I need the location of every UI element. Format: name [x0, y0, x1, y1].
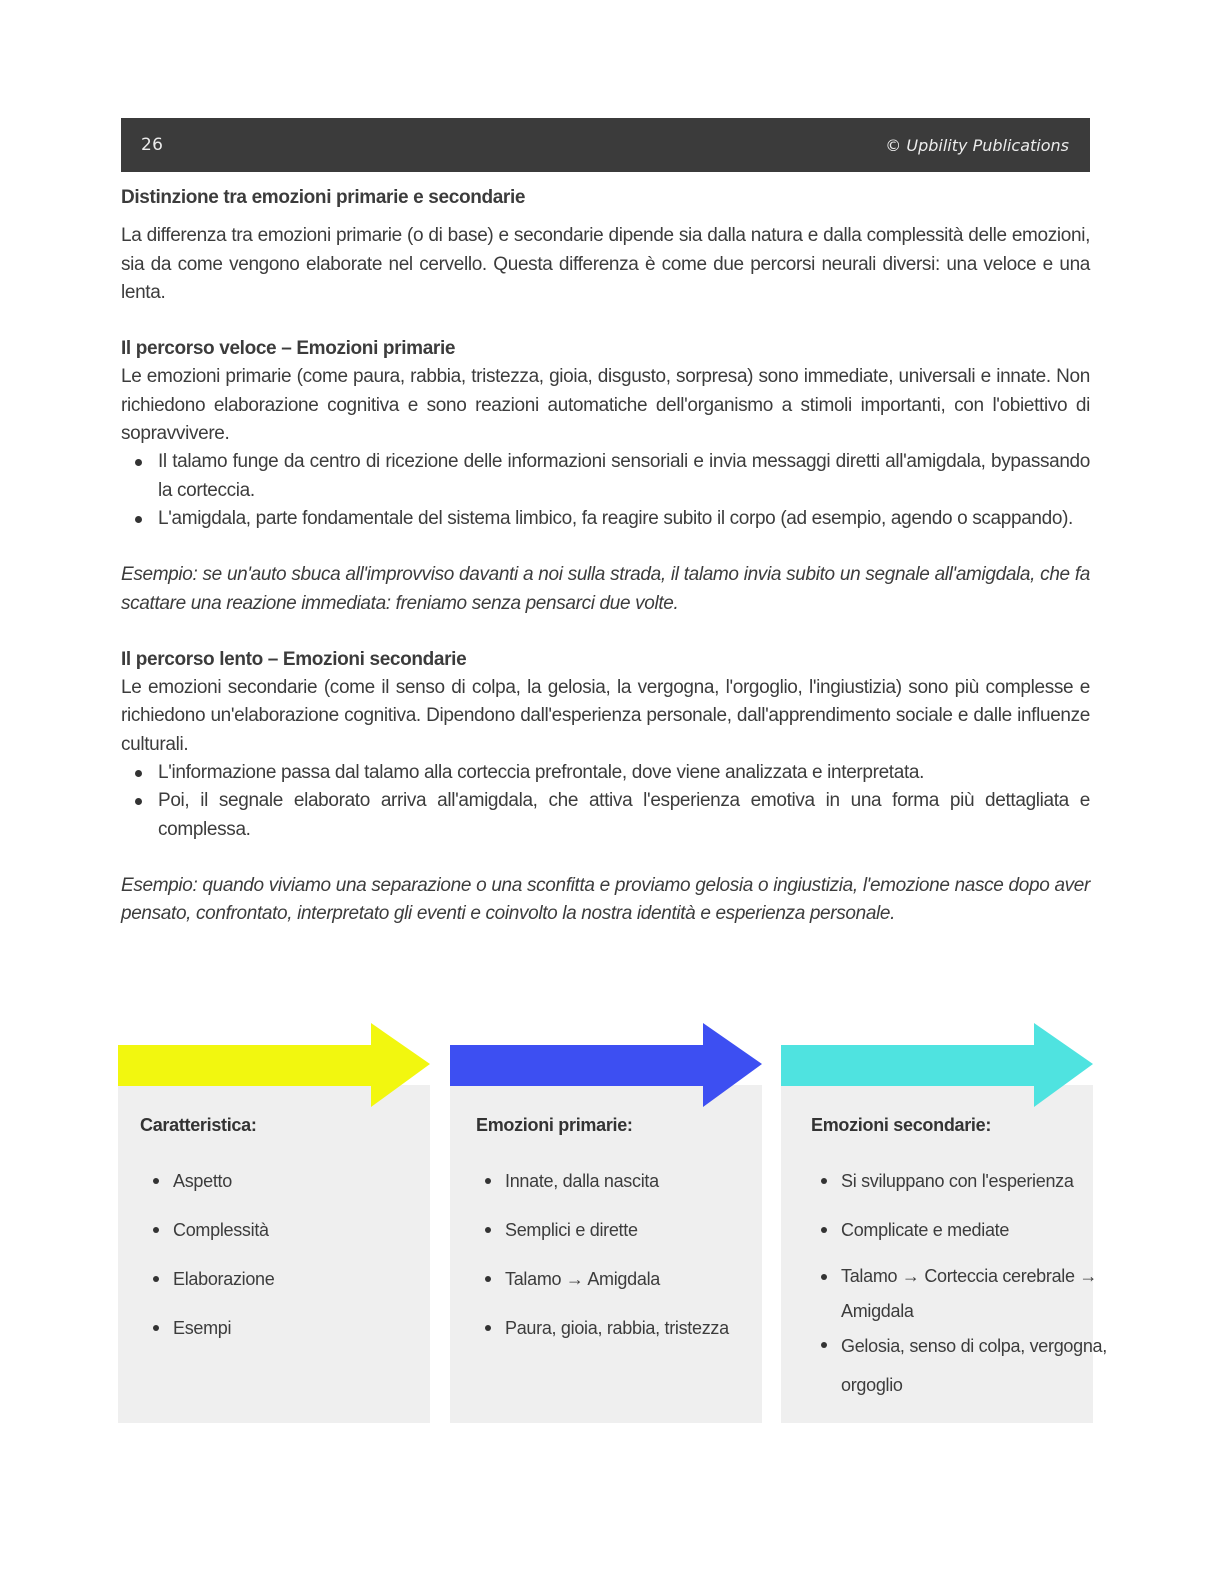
column-title: Emozioni primarie:	[476, 1115, 633, 1135]
column-title: Caratteristica:	[140, 1115, 257, 1135]
arrow-right-icon	[118, 1023, 430, 1109]
list-item: Poi, il segnale elaborato arriva all'amigdala, che attiva l'esperienza emotiva in una forma più dettagliata e complessa.	[158, 787, 1090, 844]
column-list	[484, 1163, 729, 1359]
comparison-column-secondary	[781, 1023, 1107, 1423]
list-item: Innate, dalla nascita	[505, 1163, 729, 1212]
fast-path-title: Il percorso veloce – Emozioni primarie	[121, 338, 456, 360]
publisher-credit: © Upbility Publications	[885, 135, 1069, 155]
arrow-right-icon	[781, 1023, 1093, 1109]
list-item: Complicate e mediate	[841, 1212, 1111, 1261]
fast-path-list	[121, 448, 1090, 533]
list-item: Si sviluppano con l'esperienza	[841, 1163, 1111, 1212]
column-title: Emozioni secondarie:	[811, 1115, 992, 1135]
comparison-column-characteristic	[118, 1023, 430, 1423]
list-item: Talamo → Amigdala	[505, 1261, 729, 1310]
comparison-table	[118, 1023, 1107, 1423]
list-item: Gelosia, senso di colpa, vergogna, orgoglio	[841, 1327, 1111, 1405]
list-item: Aspetto	[173, 1163, 274, 1212]
list-item: Il talamo funge da centro di ricezione delle informazioni sensoriali e invia messaggi diretti all'amigdala, bypassando la corteccia.	[158, 448, 1090, 505]
list-item: Talamo → Corteccia cerebrale → Amigdala	[841, 1259, 1111, 1329]
intro-paragraph: La differenza tra emozioni primarie (o di base) e secondarie dipende sia dalla natura e dalla complessità delle emozioni, sia da come vengono elaborate nel cervello. Questa differenza è come due percorsi neurali diversi: una veloce e una lenta.	[121, 225, 1090, 303]
page-header	[121, 118, 1090, 172]
slow-path-list	[121, 759, 1090, 844]
list-item: L'amigdala, parte fondamentale del sistema limbico, fa reagire subito il corpo (ad esempio, agendo o scappando).	[158, 505, 1090, 533]
page-number: 26	[141, 135, 164, 155]
list-item: Paura, gioia, rabbia, tristezza	[505, 1310, 729, 1359]
list-item: Semplici e dirette	[505, 1212, 729, 1261]
list-item: Elaborazione	[173, 1261, 274, 1310]
fast-path-paragraph: Le emozioni primarie (come paura, rabbia, tristezza, gioia, disgusto, sorpresa) sono immediate, universali e innate. Non richiedono elaborazione cognitiva e sono reazioni automatiche dell'organismo a stimoli importanti, con l'obiettivo di sopravvivere.	[121, 366, 1090, 445]
arrow-right-icon	[450, 1023, 762, 1109]
list-item: Esempi	[173, 1310, 274, 1359]
slow-path-paragraph: Le emozioni secondarie (come il senso di colpa, la gelosia, la vergogna, l'orgoglio, l'ingiustizia) sono più complesse e richiedono un'elaborazione cognitiva. Dipendono dall'esperienza personale, dall'apprendimento sociale e dalle influenze culturali.	[121, 677, 1090, 755]
comparison-column-primary	[450, 1023, 762, 1423]
slow-path-example: Esempio: quando viviamo una separazione o una sconfitta e proviamo gelosia o ingiustizia, l'emozione nasce dopo aver pensato, confrontato, interpretato gli eventi e coinvolto la nostra identità e esperienza personale.	[121, 874, 1090, 925]
section-title: Distinzione tra emozioni primarie e secondarie	[121, 187, 526, 208]
column-list	[152, 1163, 274, 1359]
fast-path-example: Esempio: se un'auto sbuca all'improvviso davanti a noi sulla strada, il talamo invia subito un segnale all'amigdala, che fa scattare una reazione immediata: freniamo senza pensarci due volte.	[121, 564, 1090, 614]
main-content	[121, 184, 1090, 929]
list-item: Complessità	[173, 1212, 274, 1261]
column-list	[820, 1163, 1111, 1405]
list-item: L'informazione passa dal talamo alla corteccia prefrontale, dove viene analizzata e interpretata.	[158, 759, 1090, 787]
slow-path-title: Il percorso lento – Emozioni secondarie	[121, 648, 467, 670]
